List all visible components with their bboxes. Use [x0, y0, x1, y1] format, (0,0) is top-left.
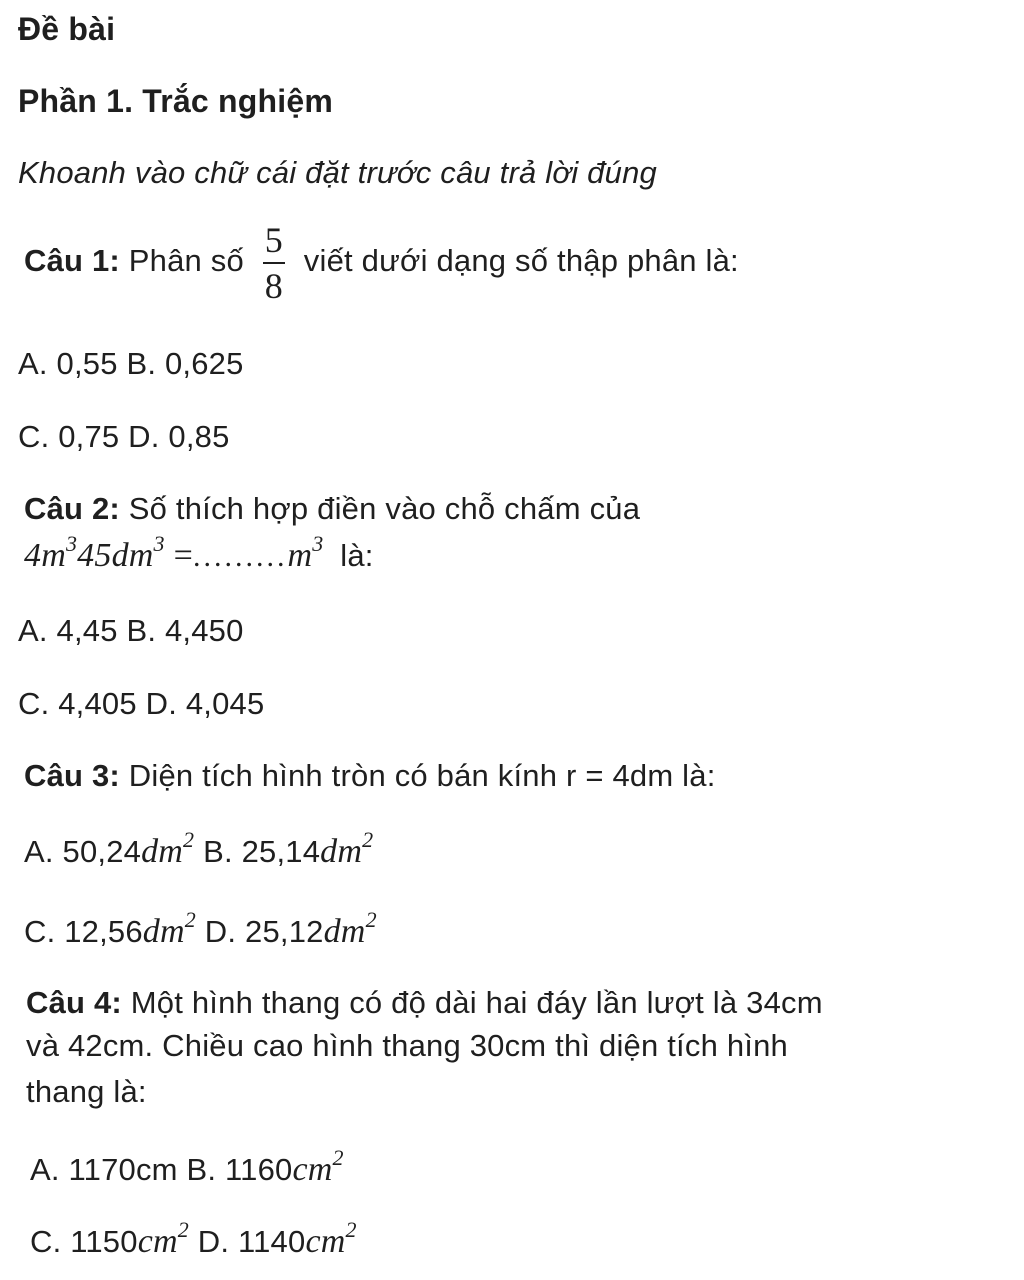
question-4-line3: thang là:	[26, 1074, 147, 1109]
question-4-line1: Một hình thang có độ dài hai đáy lần lượt là 34cm	[130, 985, 823, 1020]
question-3-label: Câu 3:	[24, 758, 120, 793]
unit-exp: 2	[177, 1217, 189, 1242]
unit-base: dm	[320, 833, 363, 870]
question-1-post: viết dưới dạng số thập phân là:	[303, 243, 739, 279]
unit-base: dm	[323, 913, 366, 950]
option-b-unit	[292, 1145, 344, 1188]
option-c-unit	[137, 1217, 189, 1260]
question-2-options-ab: A. 4,45 B. 4,450	[18, 613, 244, 648]
option-c: C. 1150	[30, 1224, 138, 1259]
unit-exp: 2	[365, 907, 377, 932]
unit-exp: 2	[183, 827, 195, 852]
expr-term-c	[287, 531, 324, 574]
question-3	[24, 757, 716, 794]
question-1-options-cd: C. 0,75 D. 0,85	[18, 419, 230, 454]
question-2-options-cd: C. 4,405 D. 4,045	[18, 686, 265, 721]
question-4	[26, 984, 823, 1021]
question-1-options-ab: A. 0,55 B. 0,625	[18, 346, 244, 381]
question-2	[24, 490, 640, 527]
fraction-denominator: 8	[264, 266, 283, 306]
expr-term-b-base: 45dm	[77, 537, 154, 574]
option-d: D. 25,12	[204, 914, 324, 949]
expr-term-a-base: 4m	[24, 537, 66, 574]
unit-exp: 2	[345, 1217, 357, 1242]
page-heading: Đề bài	[18, 11, 116, 47]
expr-term-a	[24, 531, 78, 574]
expr-term-b	[77, 531, 165, 574]
unit-base: dm	[142, 913, 185, 950]
option-a-unit	[141, 827, 195, 870]
option-b: B. 25,14	[203, 834, 321, 869]
option-c-unit	[142, 907, 196, 950]
option-a: A. 50,24	[24, 834, 142, 869]
option-d-unit	[305, 1217, 357, 1260]
blank-dots: .........	[192, 540, 288, 573]
question-2-label: Câu 2:	[24, 491, 120, 526]
option-a: A. 1170cm	[30, 1152, 178, 1187]
unit-base: cm	[305, 1223, 346, 1260]
expr-term-b-exp: 3	[153, 531, 165, 556]
option-b: B. 1160	[186, 1152, 293, 1187]
unit-base: dm	[141, 833, 184, 870]
fraction-numerator: 5	[264, 220, 283, 260]
part-title: Phần 1. Trắc nghiệm	[18, 83, 334, 119]
unit-base: cm	[137, 1223, 178, 1260]
expr-term-c-base: m	[287, 537, 313, 574]
question-1-label: Câu 1:	[24, 243, 120, 279]
question-2-expression	[24, 531, 374, 577]
option-b-unit	[320, 827, 374, 870]
unit-base: cm	[292, 1151, 333, 1188]
option-d: D. 1140	[197, 1224, 306, 1259]
question-3-options-cd	[24, 907, 377, 953]
unit-exp: 2	[184, 907, 196, 932]
question-1	[24, 222, 739, 304]
question-4-options-cd	[30, 1217, 357, 1263]
unit-exp: 2	[362, 827, 374, 852]
question-4-line2: và 42cm. Chiều cao hình thang 30cm thì diện tích hình	[26, 1028, 788, 1063]
question-3-text: Diện tích hình tròn có bán kính r = 4dm là:	[128, 758, 716, 793]
fraction	[263, 222, 285, 304]
expr-term-a-exp: 3	[65, 531, 78, 556]
question-1-pre: Phân số	[128, 243, 244, 279]
option-d-unit	[323, 907, 377, 950]
question-3-options-ab	[24, 827, 374, 873]
unit-exp: 2	[332, 1145, 344, 1170]
question-2-text: Số thích hợp điền vào chỗ chấm của	[128, 491, 641, 526]
instruction: Khoanh vào chữ cái đặt trước câu trả lời đúng	[18, 155, 657, 190]
expr-term-c-exp: 3	[312, 531, 324, 556]
question-2-tail: là:	[340, 538, 374, 573]
option-c: C. 12,56	[24, 914, 143, 949]
question-4-label: Câu 4:	[26, 985, 122, 1020]
question-4-options-ab	[30, 1145, 344, 1191]
expr-equals: =	[173, 537, 193, 574]
